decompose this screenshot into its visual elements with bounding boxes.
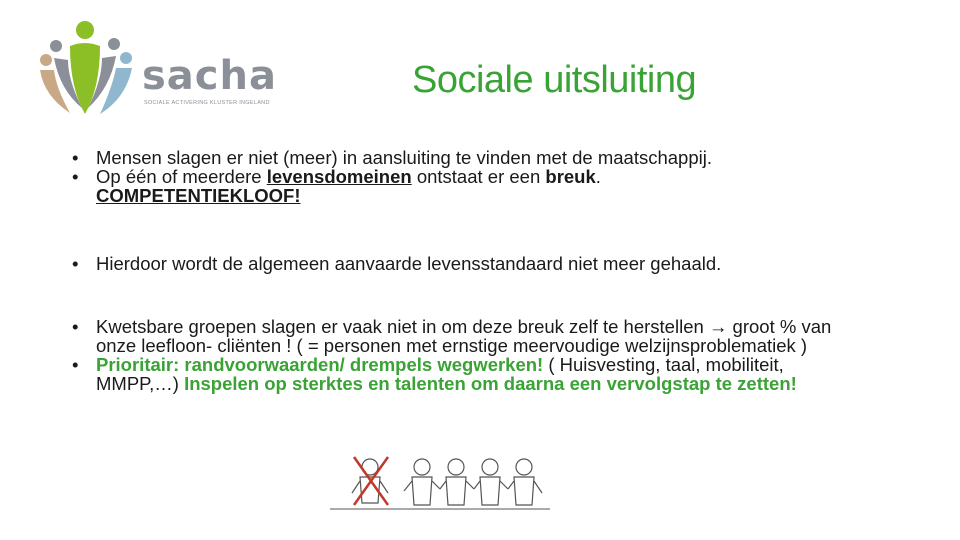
person-icon [404,459,440,505]
bullet-list-2 [72,254,721,273]
bullet-text: Hierdoor wordt de algemeen aanvaarde levensstandaard niet meer gehaald. [96,253,722,274]
bullet-dot: • [72,354,79,375]
bullet-item [72,254,721,273]
bullet-list-1 [72,148,712,205]
bullet-item [72,167,712,205]
bullet-item [72,355,862,393]
logo-figures-icon [30,18,140,118]
person-icon [474,459,508,505]
slide-title: Sociale uitsluiting [412,59,697,101]
bullet-text-pre: Op één of meerdere [96,166,267,187]
people-illustration [330,455,550,513]
bullet-dot: • [72,316,79,337]
bullet-text-plain: ( Huisvesting, taal, mobiliteit, MMPP,…) [96,354,784,394]
bullet-text: Kwetsbare groepen slagen er vaak niet in om deze breuk zelf te herstellen [96,316,709,337]
competentiekloof-label: COMPETENTIEKLOOF! [96,185,301,206]
bullet-dot: • [72,147,79,168]
bullet-text-mid: ontstaat er een [411,166,546,187]
bullet-list-3 [72,317,862,393]
underlined-term: levensdomeinen [266,166,412,187]
crossed-person-icon [352,457,388,505]
bullet-text: Mensen slagen er niet (meer) in aansluiting te vinden met de maatschappij. [96,147,712,168]
logo-subtitle: SOCIALE ACTIVERING KLUSTER INGELAND [144,100,270,106]
bullet-text-rest: groot % van onze leefloon- cliënten ! ( = personen met ernstige meervoudige welzijnsproblematiek ) [96,316,832,356]
bullet-item [72,148,712,167]
bullet-text-post: . [595,166,601,187]
bullet-dot: • [72,166,79,187]
bullet-item [72,317,862,355]
person-icon [508,459,542,505]
sacha-logo [30,18,277,118]
bold-term: breuk [545,166,596,187]
arrow-icon: → [708,316,728,337]
priority-text: Prioritair: randvoorwaarden/ drempels wegwerken! [96,354,544,375]
logo-wordmark: sacha [142,53,277,99]
person-icon [440,459,474,505]
bullet-dot: • [72,253,79,274]
strengths-text: Inspelen op sterktes en talenten om daarna een vervolgstap te zetten! [184,373,797,394]
